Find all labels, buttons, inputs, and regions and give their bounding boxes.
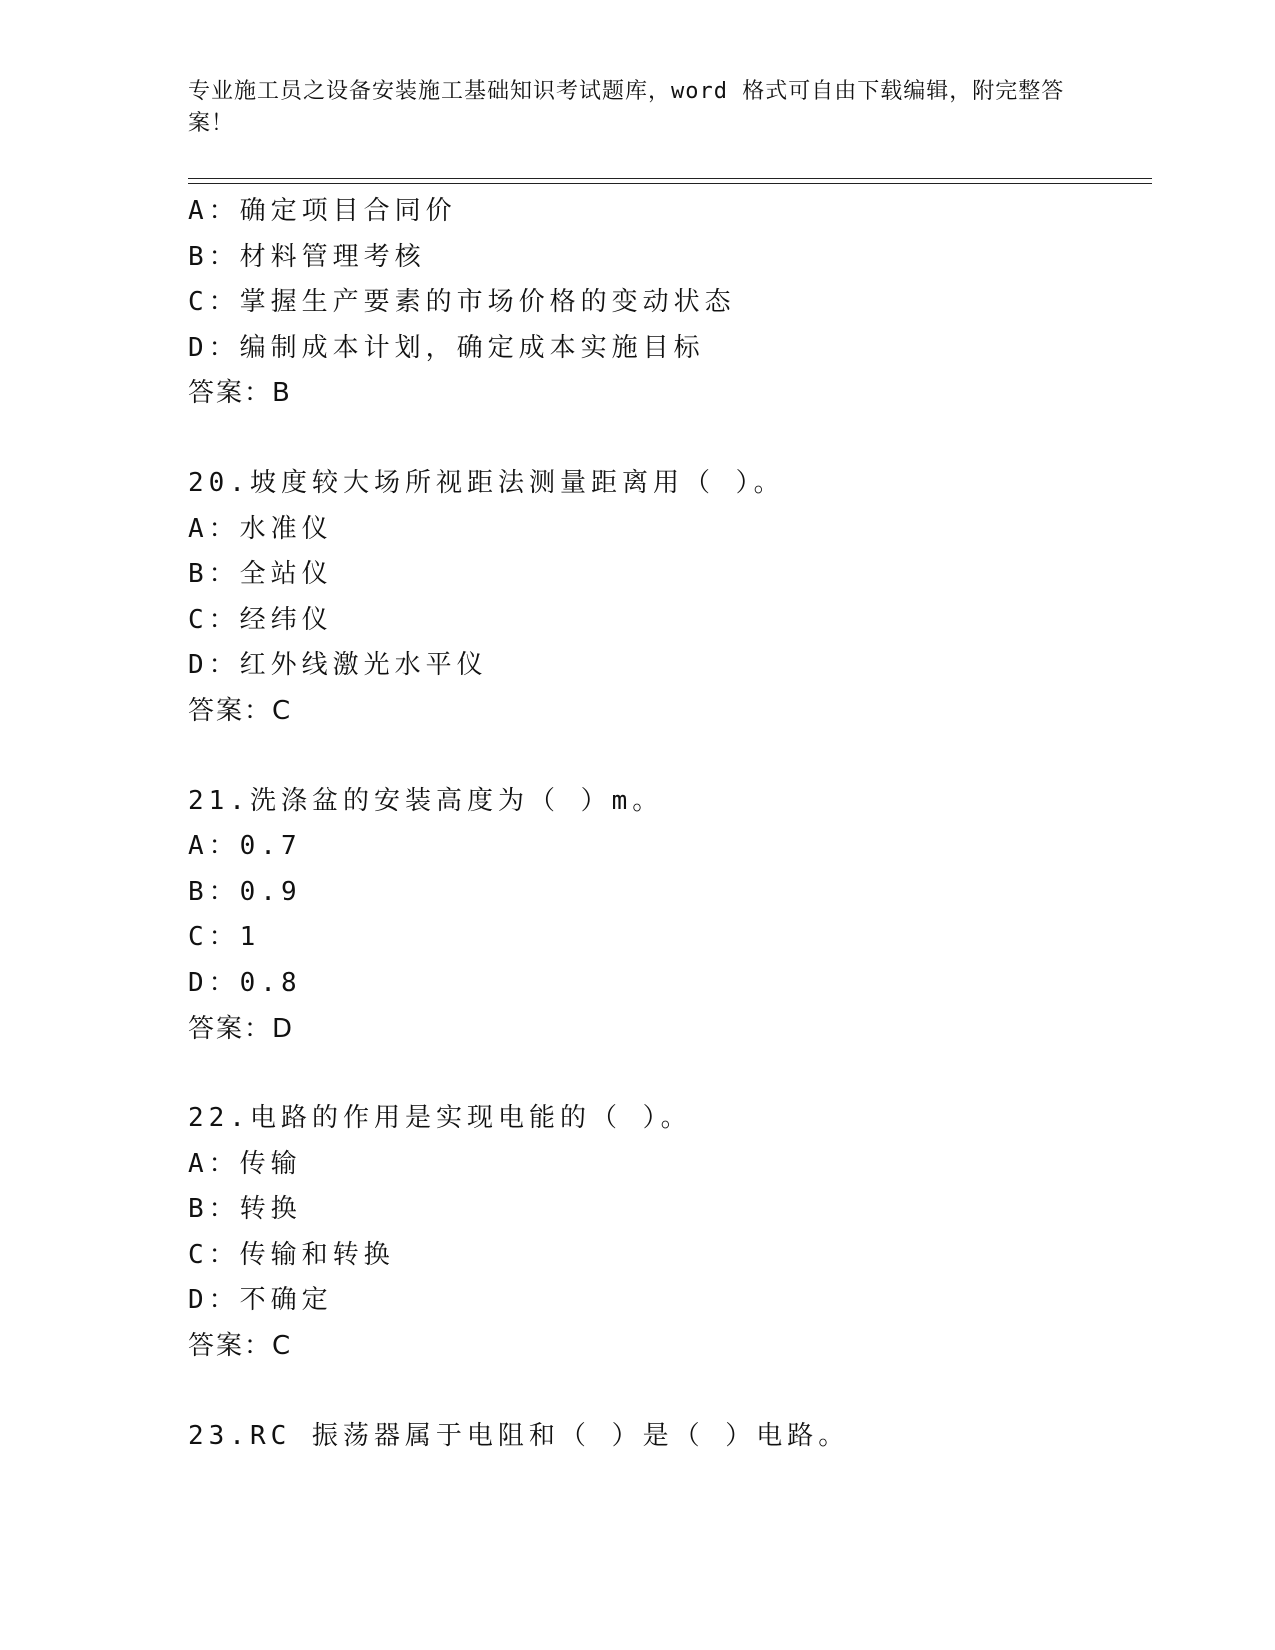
- answer-line: 答案：B: [188, 378, 292, 409]
- question-block-23: [188, 1414, 1148, 1460]
- question-text: 21.洗涤盆的安装高度为（ ）m。: [188, 785, 664, 816]
- option-list: [188, 1142, 1148, 1324]
- option-c: C：1: [188, 922, 261, 953]
- option-a: A：水准仪: [188, 513, 333, 544]
- option-d: D：0.8: [188, 967, 302, 998]
- answer-line: 答案：C: [188, 695, 293, 726]
- option-d: D：红外线激光水平仪: [188, 650, 488, 681]
- option-list: [188, 507, 1148, 689]
- header-rule-bottom: [188, 183, 1152, 184]
- option-c: C：传输和转换: [188, 1239, 395, 1270]
- answer-line: 答案：D: [188, 1013, 295, 1044]
- option-b: B：材料管理考核: [188, 241, 426, 272]
- option-d: D：编制成本计划，确定成本实施目标: [188, 332, 705, 363]
- option-d: D：不确定: [188, 1285, 333, 1316]
- option-a: A：确定项目合同价: [188, 196, 457, 226]
- question-list: [188, 189, 1148, 1459]
- question-text: 23.RC 振荡器属于电阻和（ ）是（ ）电路。: [188, 1420, 850, 1451]
- question-block-21: [188, 779, 1148, 1053]
- option-c: C：掌握生产要素的市场价格的变动状态: [188, 287, 736, 318]
- option-a: A：0.7: [188, 831, 302, 862]
- question-text: 22.电路的作用是实现电能的（ ）。: [188, 1103, 692, 1134]
- option-b: B：转换: [188, 1194, 302, 1225]
- option-c: C：经纬仪: [188, 604, 333, 635]
- answer-line: 答案：C: [188, 1331, 293, 1362]
- option-list: [188, 189, 1148, 371]
- option-a: A：传输: [188, 1148, 302, 1179]
- option-b: B：0.9: [188, 876, 302, 907]
- question-block-22: [188, 1096, 1148, 1370]
- document-header: 专业施工员之设备安装施工基础知识考试题库，word 格式可自由下载编辑，附完整答案！: [188, 79, 1065, 136]
- option-list: [188, 824, 1148, 1006]
- question-block-19: [188, 189, 1148, 417]
- question-text: 20.坡度较大场所视距法测量距离用（ ）。: [188, 467, 785, 498]
- header-rule-top: [188, 178, 1152, 179]
- option-b: B：全站仪: [188, 559, 333, 590]
- question-block-20: [188, 461, 1148, 735]
